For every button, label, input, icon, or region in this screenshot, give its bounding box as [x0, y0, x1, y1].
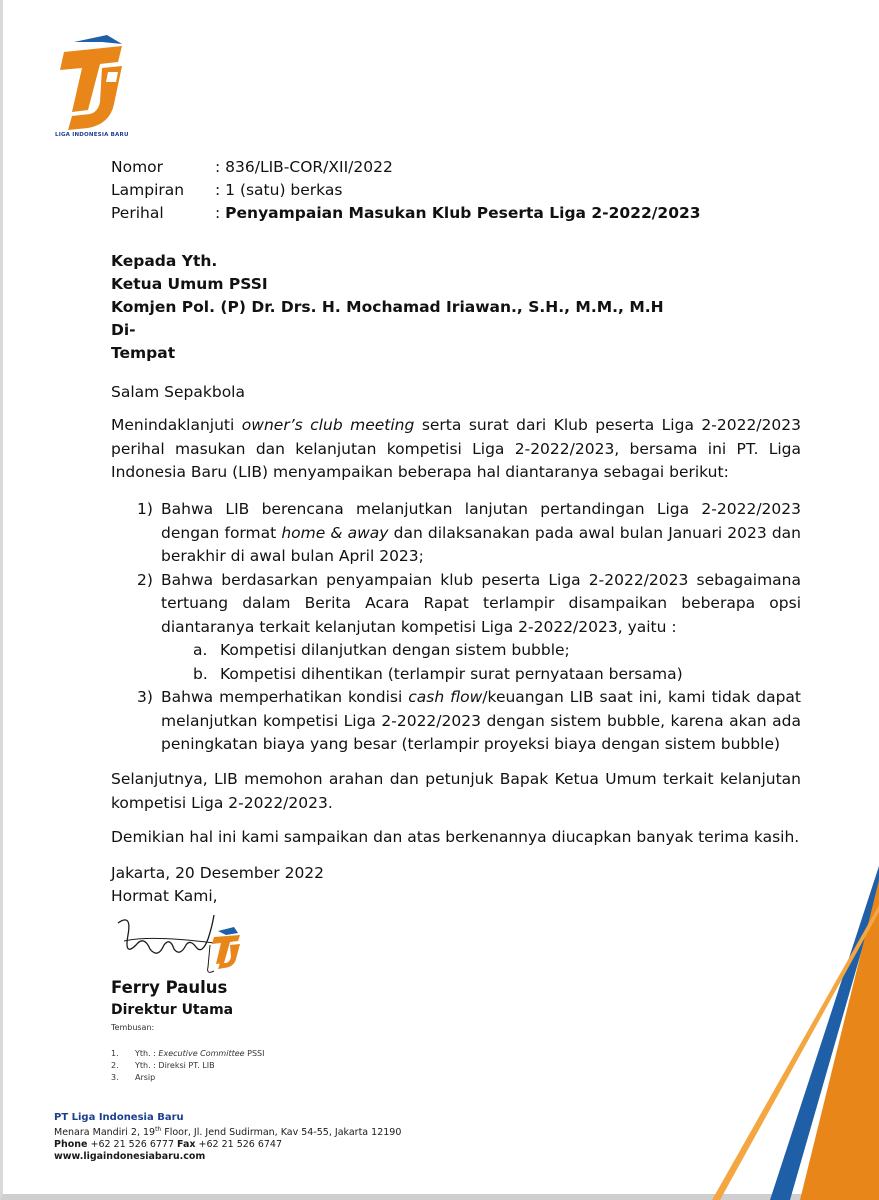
letter-meta	[111, 156, 701, 225]
meta-subject: Perihal : Penyampaian Masukan Klub Peserta Liga 2-2022/2023	[111, 204, 701, 222]
signer-title: Direktur Utama	[111, 1002, 234, 1018]
intro-paragraph: Menindaklanjuti owner’s club meeting serta surat dari Klub peserta Liga 2-2022/2023 perihal masukan dan kelanjutan kompetisi Liga 2-2022/2023, bersama ini PT. Liga Indonesia Baru (LIB) menyampaikan beberapa hal diantaranya sebagai berikut:	[111, 416, 801, 481]
cc-list	[111, 1048, 264, 1084]
list-item: 2) Bahwa berdasarkan penyampaian klub peserta Liga 2-2022/2023 sebagaimana tertuang dalam Berita Acara Rapat terlampir disampaikan beberapa opsi diantaranya terkait kelanjutan kompetisi Liga 2-2022/2023, yaitu : a. Kompetisi dilanjutkan dengan sistem bubble; b. Kompetisi dihentikan (terlampir surat pernyataan bersama)	[111, 569, 801, 687]
thanks-paragraph: Demikian hal ini kami sampaikan dan atas berkenannya diucapkan banyak terima kasih.	[111, 828, 800, 846]
recipient-line: Tempat	[111, 344, 176, 362]
list-item: 1) Bahwa LIB berencana melanjutkan lanjutan pertandingan Liga 2-2022/2023 dengan format home & away dan dilaksanakan pada awal bulan Januari 2023 dan berakhir di awal bulan April 2023;	[137, 500, 801, 565]
meta-attachment: Lampiran : 1 (satu) berkas	[111, 181, 343, 199]
list-item: 2. Yth. : Direksi PT. LIB	[111, 1061, 215, 1070]
place-date: Jakarta, 20 Desember 2022	[111, 864, 325, 882]
sub-item: a. Kompetisi dilanjutkan dengan sistem bubble;	[193, 641, 570, 659]
points-list	[111, 498, 801, 757]
footer-company: PT Liga Indonesia Baru	[54, 1112, 184, 1123]
cc-label: Tembusan:	[111, 1023, 155, 1032]
recipient-line: Ketua Umum PSSI	[111, 275, 268, 293]
closing-paragraph: Selanjutnya, LIB memohon arahan dan petunjuk Bapak Ketua Umum terkait kelanjutan kompetisi Liga 2-2022/2023.	[111, 770, 801, 812]
recipient-line: Di-	[111, 321, 136, 339]
recipient-line: Kepada Yth.	[111, 252, 218, 270]
footer-website: www.ligaindonesiabaru.com	[54, 1151, 206, 1163]
signer-name: Ferry Paulus	[111, 978, 228, 997]
list-item: 1. Yth. : Executive Committee PSSI	[111, 1049, 265, 1058]
lib-logo	[52, 32, 142, 142]
greeting: Salam Sepakbola	[111, 383, 245, 401]
regards: Hormat Kami,	[111, 887, 218, 905]
footer-contact: Phone +62 21 526 6777 Fax +62 21 526 6747	[54, 1139, 283, 1151]
recipient-line: Komjen Pol. (P) Dr. Drs. H. Mochamad Iriawan., S.H., M.M., M.H	[111, 298, 664, 316]
list-item: 3) Bahwa memperhatikan kondisi cash flow/keuangan LIB saat ini, kami tidak dapat melanjutkan kompetisi Liga 2-2022/2023 dengan sistem bubble, karena akan ada peningkatan biaya yang besar (terlampir proyeksi biaya dengan sistem bubble)	[137, 688, 801, 753]
recipient-block	[111, 250, 664, 365]
logo-caption: LIGA INDONESIA BARU	[55, 132, 129, 138]
meta-number: Nomor : 836/LIB-COR/XII/2022	[111, 158, 393, 176]
signature-stamp	[110, 905, 250, 985]
letterhead-footer	[54, 1112, 401, 1163]
footer-address: Menara Mandiri 2, 19th Floor, Jl. Jend Sudirman, Kav 54-55, Jakarta 12190	[54, 1126, 402, 1139]
sub-item: b. Kompetisi dihentikan (terlampir surat pernyataan bersama)	[193, 664, 683, 683]
list-item: 3. Arsip	[111, 1073, 156, 1082]
